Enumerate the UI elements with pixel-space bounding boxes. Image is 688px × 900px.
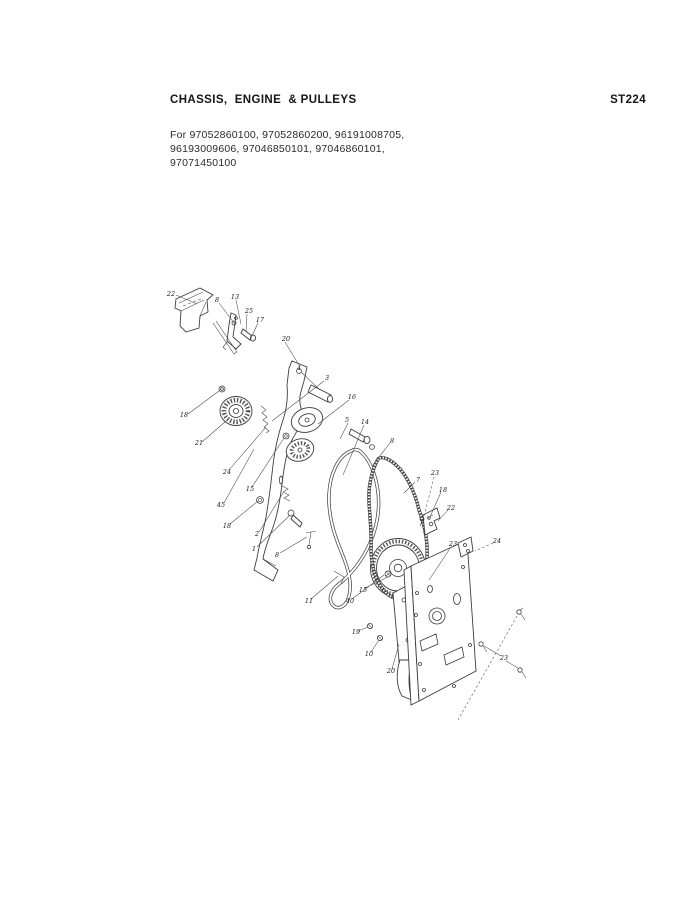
callout-label: 8 (274, 551, 280, 559)
model-number: ST224 (610, 94, 646, 106)
callout-label: 20 (386, 667, 396, 675)
callout-label: 3 (324, 374, 330, 382)
callout-label: 22 (446, 504, 456, 512)
callout-label: 14 (360, 418, 370, 426)
callout-label: 21 (194, 439, 204, 447)
callout-label: 25 (244, 307, 254, 315)
callout-label: 23 (499, 654, 509, 662)
callout-label: 23 (430, 469, 440, 477)
callout-label: 10 (364, 650, 374, 658)
bracket-part (175, 288, 213, 332)
engine-pulley-part (219, 386, 252, 426)
callout-label: 18 (222, 522, 232, 530)
callout-label: 8 (214, 296, 220, 304)
callout-label: 17 (255, 316, 265, 324)
callout-label: 24 (222, 468, 232, 476)
idler-arm-part (251, 361, 307, 581)
callout-label: 13 (230, 293, 240, 301)
bolt-part (349, 429, 374, 449)
spring-part (261, 406, 269, 433)
callout-label: 45 (216, 501, 226, 509)
page-title: CHASSIS, ENGINE & PULLEYS (170, 94, 357, 106)
callout-label: 11 (304, 597, 314, 605)
callout-label: 22 (166, 290, 176, 298)
callout-label: 15 (358, 586, 368, 594)
callout-label: 19 (351, 628, 361, 636)
callout-label: 2 (254, 530, 260, 538)
applicable-models-line: 96193009606, 97046850101, 97046860101, (170, 143, 385, 155)
callout-label: 23 (448, 540, 458, 548)
callout-label: 1 (251, 545, 257, 553)
pin-part (308, 385, 333, 402)
callout-label: 24 (492, 537, 502, 545)
callout-label: 20 (281, 335, 291, 343)
callout-label: 7 (415, 476, 421, 484)
callout-label: 4 (296, 364, 302, 372)
callout-label: 15 (245, 485, 255, 493)
callout-label: 8 (389, 437, 395, 445)
callout-label: 18 (179, 411, 189, 419)
callout-label: 5 (344, 416, 350, 424)
callout-label: 18 (438, 486, 448, 494)
applicable-models-line: 97071450100 (170, 157, 237, 169)
applicable-models-line: For 97052860100, 97052860200, 96191008705, (170, 129, 405, 141)
callout-label: 16 (347, 393, 357, 401)
callout-label: 40 (345, 597, 355, 605)
